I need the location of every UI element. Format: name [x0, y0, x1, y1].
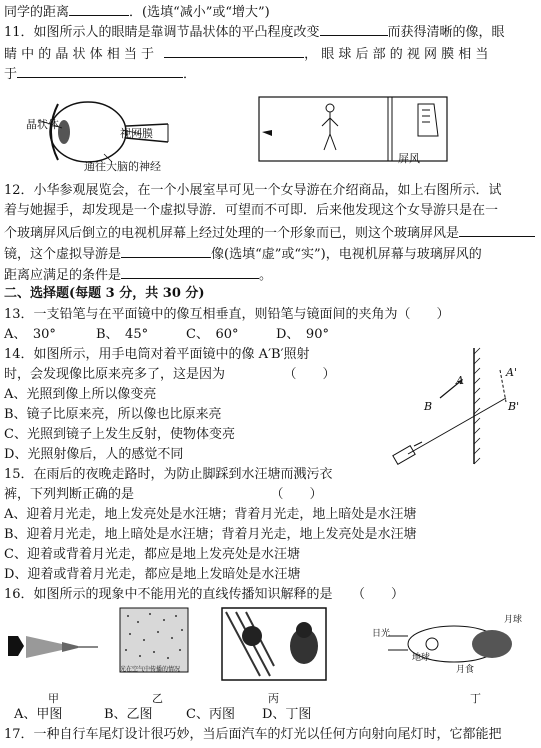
- q11-blank-2: [164, 44, 304, 58]
- q11-blank-1: [320, 22, 388, 36]
- q14-option-b: B、镜子比原来亮，所以像也比原来亮: [4, 407, 222, 422]
- earth-label: 地球: [412, 653, 431, 663]
- point-b-prime-label: B': [508, 400, 520, 413]
- q10-tail: [4, 2, 270, 22]
- q11-text: 而获得清晰的像，眼: [387, 25, 505, 40]
- q16-option-d: D、丁图: [262, 707, 312, 722]
- q12-text: 距离应满足的条件是: [4, 268, 122, 283]
- q14-line2: 时，会发现像比原来亮多了，这是因为 （ ）: [4, 367, 336, 382]
- q11-line3: [4, 64, 196, 84]
- q12-line3: [4, 223, 535, 243]
- q11-blank-3: [17, 64, 183, 78]
- q11-text: 11．如图所示人的眼睛是靠调节晶状体的平凸程度改变: [4, 25, 320, 40]
- point-b-label: B: [424, 400, 433, 413]
- screen-label: 屏风: [398, 152, 420, 165]
- q11-text: ， 眼 球 后 部 的 视 网 膜 相 当: [304, 47, 489, 62]
- q17-line1: 17．一种自行车尾灯设计很巧妙，当后面汽车的灯光以任何方向射向尾灯时，它都能把: [4, 727, 502, 742]
- moon-label: 月球: [504, 615, 523, 625]
- q12-text: 像(选填“虚”或“实”)，电视机屏幕与玻璃屏风的: [211, 247, 482, 262]
- q16-stem: 16．如图所示的现象中不能用光的直线传播知识解释的是 （ ）: [4, 587, 405, 602]
- q16-option-a: A、甲图: [14, 707, 63, 722]
- q13-option-b: B、 45°: [96, 327, 149, 342]
- q11-line1: [4, 22, 505, 42]
- q13-option-a: A、 30°: [4, 327, 56, 342]
- q10-blank: [69, 2, 129, 16]
- q12-line2: 着与她握手，却发现是一个虚拟导游．可望而不可即．后来他发现这个女导游只是在一: [4, 203, 499, 218]
- figure-yi-label: 乙: [152, 692, 163, 705]
- q12-blank-2: [121, 244, 211, 258]
- figure-bing-label: 丙: [268, 692, 279, 705]
- q15-option-a: A、迎着月光走，地上发亮处是水汪塘；背着月光走，地上暗处是水汪塘: [4, 507, 417, 522]
- q13-option-d: D、 90°: [276, 327, 329, 342]
- q10-text-2: ．(选填“减小”或“增大”): [129, 5, 270, 20]
- figure-jia-label: 甲: [48, 692, 59, 705]
- figure-bing: [220, 606, 328, 682]
- figure-ding-label: 丁: [470, 692, 481, 705]
- figure-yi-caption: 光在空气中传播的情况: [120, 666, 181, 673]
- q12-line5: [4, 265, 272, 285]
- q13-stem: 13．一支铅笔与在平面镜中的像互相垂直，则铅笔与镜面间的夹角为（ ）: [4, 307, 450, 322]
- q12-text: 镜，这个虚拟导游是: [4, 247, 122, 262]
- q16-option-c: C、丙图: [186, 707, 235, 722]
- q14-line1: 14．如图所示，用手电筒对着平面镜中的像 A′B′照射: [4, 347, 310, 362]
- q15-option-b: B、迎着月光走，地上暗处是水汪塘；背着月光走，地上发亮处是水汪塘: [4, 527, 417, 542]
- point-a-label: A: [456, 374, 464, 387]
- point-a-prime-label: A': [506, 366, 517, 379]
- q15-line2: 裤，下列判断正确的是 （ ）: [4, 487, 323, 502]
- q11-text: 于: [4, 67, 18, 82]
- q14-option-a: A、光照到像上所以像变亮: [4, 387, 157, 402]
- q12-blank-3: [121, 265, 259, 279]
- retina-label: 视网膜: [120, 127, 153, 140]
- crystal-label: 晶状体: [26, 118, 59, 131]
- q12-line4: [4, 244, 482, 264]
- q12-text: 个玻璃屏风后倒立的电视机屏幕上经过处理的一个形象而已，则这个玻璃屏风是: [4, 226, 460, 241]
- q11-text: ．: [183, 67, 197, 82]
- eclipse-label: 月食: [456, 665, 475, 675]
- q12-line1: 12．小华参观展览会，在一个小展室早可见一个女导游在介绍商品，如上右图所示．试: [4, 183, 502, 198]
- q11-text: 睛 中 的 晶 状 体 相 当 于: [4, 47, 155, 62]
- q16-option-b: B、乙图: [104, 707, 153, 722]
- sun-label: 日光: [372, 629, 391, 639]
- q15-option-d: D、迎着或背着月光走，都应是地上发暗处是水汪塘: [4, 567, 301, 582]
- nerve-label: 通往大脑的神经: [84, 160, 161, 173]
- q15-line1: 15．在雨后的夜晚走路时，为防止脚踩到水汪塘而溅污衣: [4, 467, 333, 482]
- figure-jia: [4, 618, 104, 664]
- q10-text: 同学的距离: [4, 5, 70, 20]
- q11-line2: [4, 44, 488, 64]
- section-title: 二、选择题(每题 3 分，共 30 分): [4, 286, 205, 301]
- q14-option-d: D、光照射像后，人的感觉不同: [4, 447, 184, 462]
- q13-option-c: C、 60°: [186, 327, 239, 342]
- q15-option-c: C、迎着或背着月光走，都应是地上发亮处是水汪塘: [4, 547, 300, 562]
- q12-blank-1: [459, 223, 535, 237]
- q14-option-c: C、光照到镜子上发生反射，使物体变亮: [4, 427, 235, 442]
- q12-text: 。: [259, 268, 273, 283]
